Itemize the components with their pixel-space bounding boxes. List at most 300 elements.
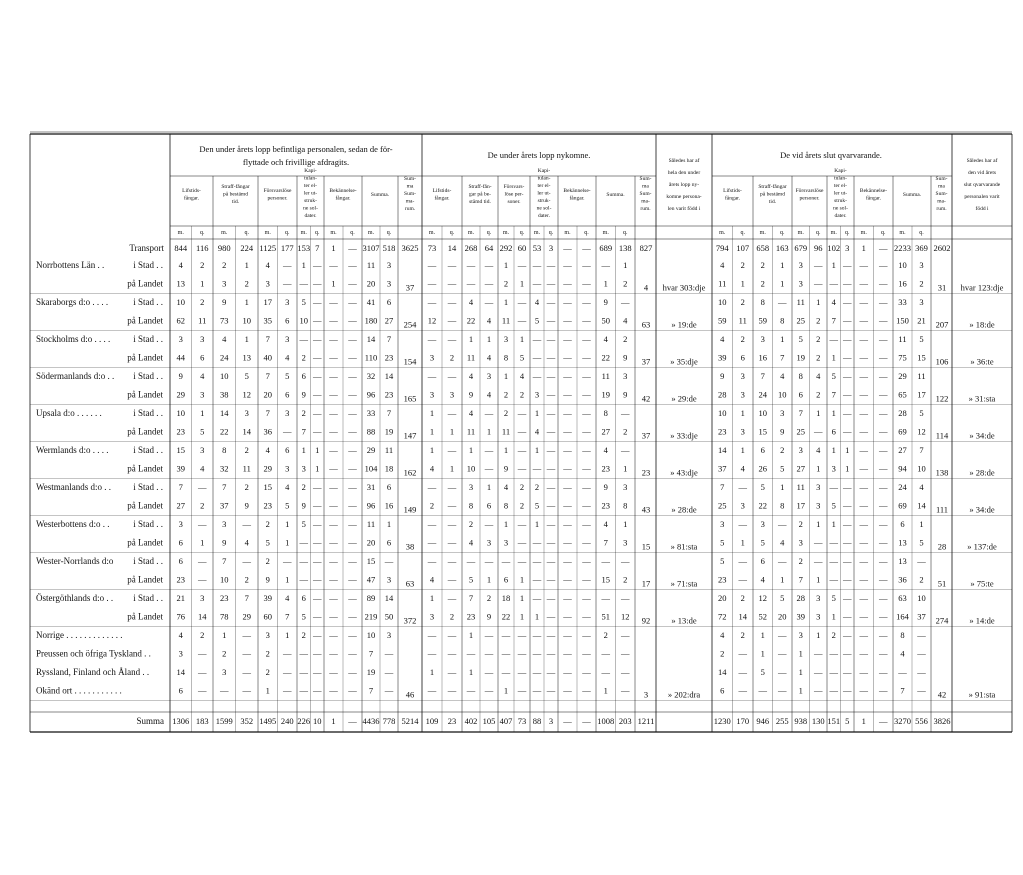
cell-male: — (329, 648, 338, 659)
cell-male: 5 (831, 593, 836, 603)
cell-male: 2 (301, 482, 306, 492)
cell-male: 39 (796, 611, 805, 622)
subcolumn-header: Försvars- (503, 184, 525, 190)
cell-male: 3 (503, 334, 509, 344)
cell-male: 8 (503, 352, 509, 363)
cell-female: — (582, 260, 591, 270)
cell-male: 8 (222, 445, 227, 455)
cell-female: — (879, 334, 888, 344)
cell-female: 2 (780, 445, 785, 455)
cell-female: 3 (740, 371, 745, 381)
cell-female: 1 (845, 463, 850, 474)
county-label: Stockholms d:o . . . . (36, 334, 111, 344)
cell-female: — (447, 260, 457, 270)
cell-female: — (917, 648, 926, 659)
cell-female: 1 (486, 574, 492, 585)
cell-male: — (563, 630, 572, 640)
cell-female: 7 (780, 352, 785, 363)
cell-male: — (299, 685, 308, 696)
cell-female: 14 (198, 611, 207, 622)
cell-female: — (313, 537, 322, 548)
birthplace-ratio-remaining: hvar 123:dje (960, 282, 1004, 293)
cell-female: — (778, 648, 787, 659)
cell-male: 6 (760, 445, 765, 455)
cell-female: — (313, 667, 322, 677)
cell-female: — (517, 630, 527, 640)
cell-male: 18 (501, 593, 511, 603)
cell-male: 1 (760, 648, 765, 659)
cell-male: 4 (222, 334, 227, 344)
group2-total: 43 (641, 504, 651, 515)
cell-male: — (563, 426, 572, 437)
cell-female: 2 (740, 260, 745, 270)
cell-male: — (563, 243, 572, 253)
cell-female: 4 (486, 315, 492, 326)
cell-female: 3 (548, 716, 554, 726)
cell-male: — (299, 556, 308, 566)
cell-male: — (563, 482, 572, 492)
cell-male: 9 (222, 537, 227, 548)
male-header: m. (502, 230, 510, 236)
cell-male: — (532, 352, 542, 363)
cell-female: — (348, 556, 357, 566)
cell-male: 8 (760, 297, 765, 307)
cell-male: 5 (301, 519, 306, 529)
cell-female: 14 (384, 593, 394, 603)
cell-female: — (313, 500, 322, 511)
cell-female: 1 (780, 278, 785, 289)
cell-male: 20 (366, 278, 376, 289)
birthplace-ratio-remaining: » 137:de (967, 541, 997, 552)
origin-label: Norrige . . . . . . . . . . . . . (36, 630, 123, 640)
origin-label: Okänd ort . . . . . . . . . . . (36, 685, 122, 696)
subcolumn-header: Bekännelse- (563, 188, 591, 194)
cell-male: — (466, 685, 476, 696)
cell-female: — (348, 426, 357, 437)
cell-female: 12 (242, 389, 251, 400)
cell-male: — (329, 463, 338, 474)
cell-female: 3 (623, 482, 628, 492)
cell-female: 3 (285, 297, 290, 307)
cell-female: 2 (623, 426, 628, 437)
cell-female: — (313, 334, 322, 344)
cell-male: 2 (429, 500, 435, 511)
female-header: q. (315, 230, 320, 236)
cell-male: 10 (898, 260, 907, 270)
cell-male: 3 (222, 667, 227, 677)
cell-female: — (283, 685, 292, 696)
cell-female: 1 (386, 519, 392, 529)
cell-female: — (313, 260, 322, 270)
town-label: i Stad . . (133, 260, 163, 270)
cell-female: — (879, 611, 888, 622)
cell-female: — (348, 278, 357, 289)
cell-male: — (898, 667, 907, 677)
town-label: i Stad . . (133, 519, 163, 529)
cell-female: — (843, 389, 852, 400)
cell-female: — (447, 482, 457, 492)
cell-male: — (299, 537, 308, 548)
cell-male: 24 (758, 389, 767, 400)
cell-female: 3 (816, 593, 821, 603)
cell-female: — (242, 630, 251, 640)
cell-male: 1 (831, 408, 836, 418)
cell-male: 9 (468, 389, 474, 400)
cell-male: 1 (468, 445, 474, 455)
cell-male: — (859, 463, 868, 474)
cell-female: 19 (384, 426, 394, 437)
cell-female: 1 (740, 445, 745, 455)
cell-male: — (859, 667, 868, 677)
cell-female: 5 (845, 716, 850, 726)
cell-female: 1 (519, 611, 525, 622)
cell-male: — (532, 685, 542, 696)
cell-male: 7 (368, 648, 374, 659)
cell-male: 11 (466, 426, 476, 437)
cell-male: — (859, 334, 868, 344)
subcolumn-header: Summa. (606, 192, 625, 198)
group2-total: 42 (641, 393, 651, 404)
cell-female: 1 (740, 278, 745, 289)
group1-total: 46 (405, 689, 415, 700)
cell-female: 1 (244, 334, 249, 344)
group3-total: 31 (937, 282, 947, 293)
cell-female: — (517, 463, 527, 474)
cell-female: 5 (285, 371, 290, 381)
cell-male: 1306 (172, 716, 190, 726)
cell-male: 1 (503, 297, 509, 307)
cell-female: — (621, 648, 630, 659)
cell-male: — (532, 648, 542, 659)
cell-male: 1 (468, 667, 474, 677)
cell-female: 20 (778, 611, 787, 622)
cell-male: — (758, 685, 767, 696)
cell-female: — (582, 352, 591, 363)
cell-female: — (582, 371, 591, 381)
cell-male: 23 (466, 611, 476, 622)
cell-female: — (879, 297, 888, 307)
cell-female: 183 (195, 716, 209, 726)
subcolumn-header: rum. (640, 206, 651, 212)
subcolumn-header: dater. (537, 213, 551, 219)
cell-male: 3 (222, 278, 227, 289)
cell-female: — (582, 334, 591, 344)
cell-male: 1 (468, 630, 474, 640)
cell-female: — (582, 243, 591, 253)
cell-female: — (582, 500, 591, 511)
group3-total: 207 (935, 319, 949, 330)
cell-male: — (859, 445, 868, 455)
cell-male: — (859, 556, 868, 566)
cell-female: 4 (623, 315, 628, 326)
cell-female: — (517, 297, 527, 307)
cell-female: — (879, 630, 888, 640)
cell-female: 6 (285, 445, 290, 455)
cell-female: — (738, 648, 747, 659)
cell-male: 2 (503, 278, 509, 289)
cell-male: 7 (900, 685, 905, 696)
cell-male: 9 (222, 297, 227, 307)
female-header: q. (244, 230, 249, 236)
cell-male: 9 (178, 371, 183, 381)
cell-male: 219 (364, 611, 378, 622)
cell-male: 3 (798, 278, 803, 289)
cell-female: 3 (200, 389, 205, 400)
county-label: Wermlands d:o . . . . (36, 445, 109, 455)
group2-total: 63 (641, 319, 651, 330)
male-header: m. (367, 230, 375, 236)
cell-male: 17 (263, 297, 272, 307)
cell-female: 1 (780, 334, 785, 344)
cell-male: 7 (265, 408, 270, 418)
cell-male: — (601, 648, 610, 659)
subcolumn-header: ma- (405, 198, 415, 205)
cell-female: — (879, 352, 888, 363)
cell-female: 3 (386, 278, 392, 289)
cell-male: — (563, 556, 572, 566)
cell-female: — (484, 297, 494, 307)
cell-female: — (814, 685, 823, 696)
cell-female: 5 (285, 500, 290, 511)
cell-male: 268 (464, 243, 478, 253)
cell-male: 26 (758, 463, 767, 474)
cell-male: — (329, 445, 338, 455)
cell-female: 1 (845, 445, 850, 455)
cell-female: — (843, 426, 852, 437)
cell-male: 6 (178, 537, 183, 548)
cell-female: 3 (386, 260, 392, 270)
subcolumn-header: Sum- (935, 191, 948, 197)
cell-female: 3 (919, 297, 924, 307)
cell-female: 778 (382, 716, 396, 726)
cell-female: 1 (285, 537, 290, 548)
cell-male: 2 (831, 630, 836, 640)
cell-male: 3 (798, 445, 803, 455)
cell-female: — (517, 315, 527, 326)
cell-male: 10 (758, 408, 767, 418)
cell-female: — (348, 260, 357, 270)
subcolumn-header: fångar. (434, 195, 450, 202)
cell-male: 4 (178, 260, 183, 270)
cell-female: — (843, 408, 852, 418)
cell-female: — (517, 408, 527, 418)
cell-male: 1 (503, 519, 509, 529)
cell-male: — (859, 426, 868, 437)
cell-male: — (829, 574, 838, 585)
cell-male: 2 (265, 519, 270, 529)
cell-female: 4 (285, 482, 290, 492)
cell-male: 9 (301, 389, 306, 400)
cell-female: 1 (519, 574, 525, 585)
cell-female: — (447, 445, 457, 455)
group1-total: 37 (405, 282, 415, 293)
cell-female: — (348, 519, 357, 529)
cell-female: — (447, 297, 457, 307)
cell-female: 1 (780, 260, 785, 270)
cell-female: — (313, 519, 322, 529)
cell-male: 9 (301, 500, 306, 511)
cell-male: 2 (798, 519, 803, 529)
cell-male: — (532, 371, 542, 381)
cell-female: — (313, 574, 322, 585)
cell-male: 110 (364, 352, 378, 363)
cell-male: 1 (534, 445, 540, 455)
cell-male: 9 (720, 371, 725, 381)
cell-female: 6 (386, 482, 392, 492)
county-label: Wester-Norrlands d:o (36, 556, 114, 566)
group3-total: 42 (937, 689, 947, 700)
cell-female: — (484, 648, 494, 659)
birthplace-ratio-new: » 28:de (671, 504, 697, 515)
county-label: Westerbottens d:o . . (36, 519, 110, 529)
cell-female: 3 (449, 389, 455, 400)
cell-male: 2 (503, 389, 509, 400)
cell-female: 2 (244, 574, 249, 585)
cell-female: — (879, 482, 888, 492)
birthplace-ratio-remaining: » 75:te (970, 578, 994, 589)
cell-male: — (563, 574, 572, 585)
cell-female: — (348, 352, 357, 363)
cell-female: — (843, 593, 852, 603)
cell-female: 3 (740, 389, 745, 400)
cell-male: 23 (263, 500, 272, 511)
cell-male: 1 (603, 278, 608, 289)
cell-female: — (313, 426, 322, 437)
cell-male: — (859, 630, 868, 640)
cell-female: 2 (449, 611, 455, 622)
cell-female: — (738, 685, 747, 696)
cell-female: — (447, 334, 457, 344)
cell-male: 33 (898, 297, 907, 307)
cell-male: 47 (366, 574, 376, 585)
cell-female: 11 (198, 315, 207, 326)
cell-male: 3270 (894, 716, 911, 726)
cell-male: — (859, 519, 868, 529)
cell-male: 33 (366, 408, 376, 418)
cell-female: 60 (517, 243, 527, 253)
group3-title: De vid årets slut qvarvarande. (780, 150, 882, 160)
cell-female: — (738, 574, 747, 585)
group3-total: 111 (935, 504, 949, 515)
cell-male: 36 (898, 574, 907, 585)
cell-male: — (563, 519, 572, 529)
cell-male: 28 (718, 389, 727, 400)
cell-female: 96 (814, 243, 823, 253)
cell-male: 29 (366, 445, 376, 455)
cell-male: — (501, 667, 511, 677)
cell-male: 11 (601, 371, 610, 381)
cell-female: — (879, 574, 888, 585)
cell-female: — (242, 519, 251, 529)
cell-female: — (384, 685, 394, 696)
subcolumn-header: personer. (267, 195, 288, 202)
cell-male: 4 (760, 574, 765, 585)
cell-female: — (879, 426, 888, 437)
cell-male: 16 (898, 278, 907, 289)
birthplace-ratio-new: » 71:sta (670, 578, 698, 589)
rural-label: på Landet (127, 389, 163, 400)
cell-female: — (843, 574, 852, 585)
cell-male: 36 (263, 426, 272, 437)
cell-male: 78 (220, 611, 229, 622)
cell-male: 4 (720, 630, 725, 640)
cell-male: 4 (468, 408, 474, 418)
cell-female: 6 (386, 297, 392, 307)
cell-female: — (582, 463, 591, 474)
cell-female: 2 (519, 482, 525, 492)
cell-male: — (563, 260, 572, 270)
cell-female: 1 (816, 574, 821, 585)
cell-male: 51 (601, 611, 610, 622)
subcolumn-header: fångar. (335, 195, 351, 202)
cell-female: 7 (315, 243, 320, 253)
cell-male: 7 (798, 408, 803, 418)
cell-female: — (313, 593, 322, 603)
cell-female: 518 (382, 243, 396, 253)
group2-total: 37 (641, 430, 651, 441)
cell-male: 4 (429, 574, 435, 585)
cell-male: 5 (831, 500, 836, 511)
cell-female: — (917, 667, 926, 677)
cell-male: 5 (301, 297, 306, 307)
cell-male: 9 (603, 482, 608, 492)
cell-female: — (546, 593, 556, 603)
cell-male: — (563, 463, 572, 474)
cell-male: 11 (718, 278, 727, 289)
male-header: m. (221, 230, 228, 236)
cell-male: 29 (898, 371, 907, 381)
subcolumn-header: Försvarslöse (263, 188, 292, 194)
male-header: m. (533, 230, 541, 236)
cell-male: 24 (220, 352, 229, 363)
cell-female: 3 (740, 426, 745, 437)
cell-male: 1 (301, 260, 306, 270)
cell-female: — (879, 556, 888, 566)
cell-male: 15 (758, 426, 767, 437)
cell-male: 946 (756, 716, 770, 726)
cell-female: — (313, 352, 322, 363)
cell-female: 11 (242, 463, 251, 474)
cell-male: 2 (760, 278, 765, 289)
cell-female: — (879, 648, 888, 659)
cell-female: — (814, 537, 823, 548)
cell-female: 4 (740, 463, 745, 474)
cell-male: — (427, 371, 437, 381)
female-header: q. (919, 230, 924, 236)
cell-male: — (532, 593, 542, 603)
cell-female: 1 (780, 482, 785, 492)
cell-male: — (329, 667, 338, 677)
cell-female: 1 (816, 519, 821, 529)
cell-male: 35 (263, 315, 272, 326)
cell-female: — (546, 482, 556, 492)
cell-male: — (563, 445, 572, 455)
cell-male: — (501, 556, 511, 566)
cell-female: 1 (486, 426, 492, 437)
cell-male: — (299, 667, 308, 677)
cell-female: 3 (200, 593, 205, 603)
group1-grand-total: 5214 (401, 716, 419, 726)
cell-male: 37 (718, 463, 727, 474)
cell-male: 69 (898, 426, 907, 437)
cell-female: — (738, 519, 747, 529)
male-header: m. (759, 230, 766, 236)
cell-female: — (484, 685, 494, 696)
cell-male: 1 (861, 716, 866, 726)
cell-female: — (879, 537, 888, 548)
cell-female: — (843, 371, 852, 381)
cell-female: — (621, 593, 630, 603)
